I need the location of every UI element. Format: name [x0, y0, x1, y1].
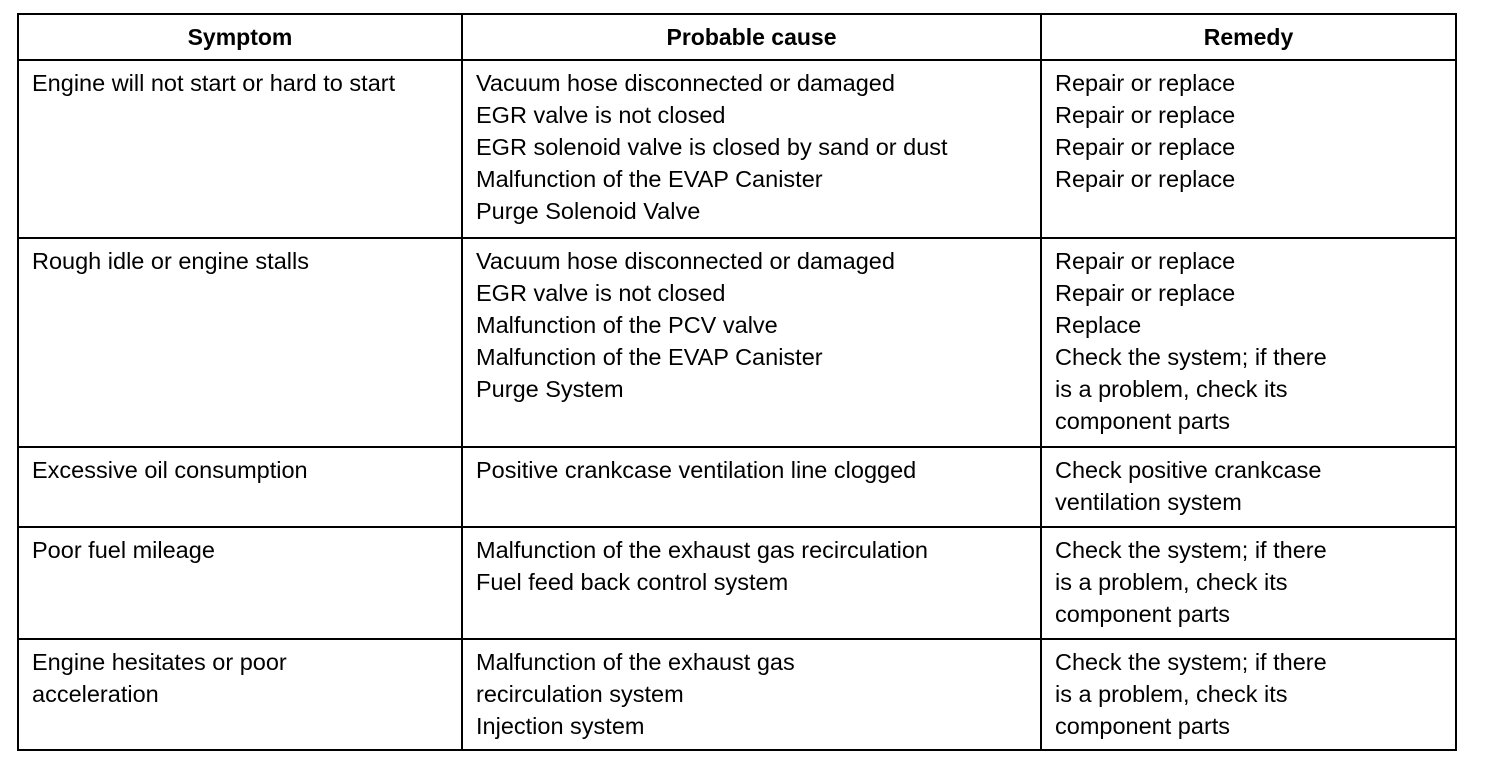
- cause-line: Purge System: [476, 376, 624, 402]
- remedy-cell: [1041, 60, 1456, 238]
- remedy-line: Repair or replace: [1055, 166, 1236, 192]
- table-row: [18, 447, 1456, 527]
- cause-line: EGR valve is not closed: [476, 280, 726, 306]
- remedy-line: component parts: [1055, 408, 1231, 434]
- header-row: [18, 14, 1456, 60]
- remedy-line: Repair or replace: [1055, 134, 1236, 160]
- cause-line: EGR valve is not closed: [476, 102, 726, 128]
- cause-line: Malfunction of the exhaust gas recirculation: [476, 537, 928, 563]
- header-probable-cause: Probable cause: [462, 14, 1041, 60]
- remedy-line: Check the system; if there: [1055, 649, 1327, 675]
- cause-line: Malfunction of the EVAP Canister: [476, 166, 823, 192]
- symptom-text: acceleration: [32, 681, 159, 707]
- cause-line: Injection system: [476, 713, 645, 739]
- remedy-line: Repair or replace: [1055, 280, 1236, 306]
- header-remedy: Remedy: [1041, 14, 1456, 60]
- cause-line: Malfunction of the EVAP Canister: [476, 344, 823, 370]
- cause-line: Purge Solenoid Valve: [476, 198, 701, 224]
- remedy-line: Repair or replace: [1055, 70, 1236, 96]
- symptom-cell: [18, 60, 462, 238]
- cause-line: Fuel feed back control system: [476, 569, 789, 595]
- symptom-text: Excessive oil consumption: [32, 457, 308, 483]
- troubleshooting-table: [17, 13, 1457, 751]
- remedy-line: component parts: [1055, 601, 1231, 627]
- remedy-cell: [1041, 639, 1456, 750]
- remedy-line: Replace: [1055, 312, 1142, 338]
- cause-line: Vacuum hose disconnected or damaged: [476, 248, 895, 274]
- cause-line: Vacuum hose disconnected or damaged: [476, 70, 895, 96]
- symptom-text: Engine hesitates or poor: [32, 649, 287, 675]
- table-body: [18, 60, 1456, 750]
- remedy-line: is a problem, check its: [1055, 569, 1288, 595]
- table-row: [18, 60, 1456, 238]
- remedy-line: Check the system; if there: [1055, 537, 1327, 563]
- remedy-line: ventilation system: [1055, 489, 1242, 515]
- remedy-cell: [1041, 238, 1456, 447]
- remedy-line: is a problem, check its: [1055, 681, 1288, 707]
- table-row: [18, 527, 1456, 639]
- remedy-line: component parts: [1055, 713, 1231, 739]
- cause-cell: [462, 639, 1041, 750]
- symptom-cell: [18, 238, 462, 447]
- cause-line: Malfunction of the PCV valve: [476, 312, 778, 338]
- symptom-cell: [18, 639, 462, 750]
- remedy-cell: [1041, 447, 1456, 527]
- remedy-line: Check positive crankcase: [1055, 457, 1322, 483]
- remedy-line: Repair or replace: [1055, 102, 1236, 128]
- remedy-line: is a problem, check its: [1055, 376, 1288, 402]
- cause-line: Positive crankcase ventilation line clogged: [476, 457, 917, 483]
- table-header: [18, 14, 1456, 60]
- symptom-text: Poor fuel mileage: [32, 537, 215, 563]
- remedy-line: Repair or replace: [1055, 248, 1236, 274]
- symptom-cell: [18, 447, 462, 527]
- symptom-text: Rough idle or engine stalls: [32, 248, 309, 274]
- header-symptom: Symptom: [18, 14, 462, 60]
- cause-line: recirculation system: [476, 681, 684, 707]
- remedy-cell: [1041, 527, 1456, 639]
- table-row: [18, 238, 1456, 447]
- symptom-cell: [18, 527, 462, 639]
- cause-cell: [462, 238, 1041, 447]
- symptom-text: Engine will not start or hard to start: [32, 70, 396, 96]
- cause-cell: [462, 60, 1041, 238]
- cause-cell: [462, 527, 1041, 639]
- cause-line: EGR solenoid valve is closed by sand or dust: [476, 134, 948, 160]
- cause-line: Malfunction of the exhaust gas: [476, 649, 795, 675]
- cause-cell: [462, 447, 1041, 527]
- table-row: [18, 639, 1456, 750]
- remedy-line: Check the system; if there: [1055, 344, 1327, 370]
